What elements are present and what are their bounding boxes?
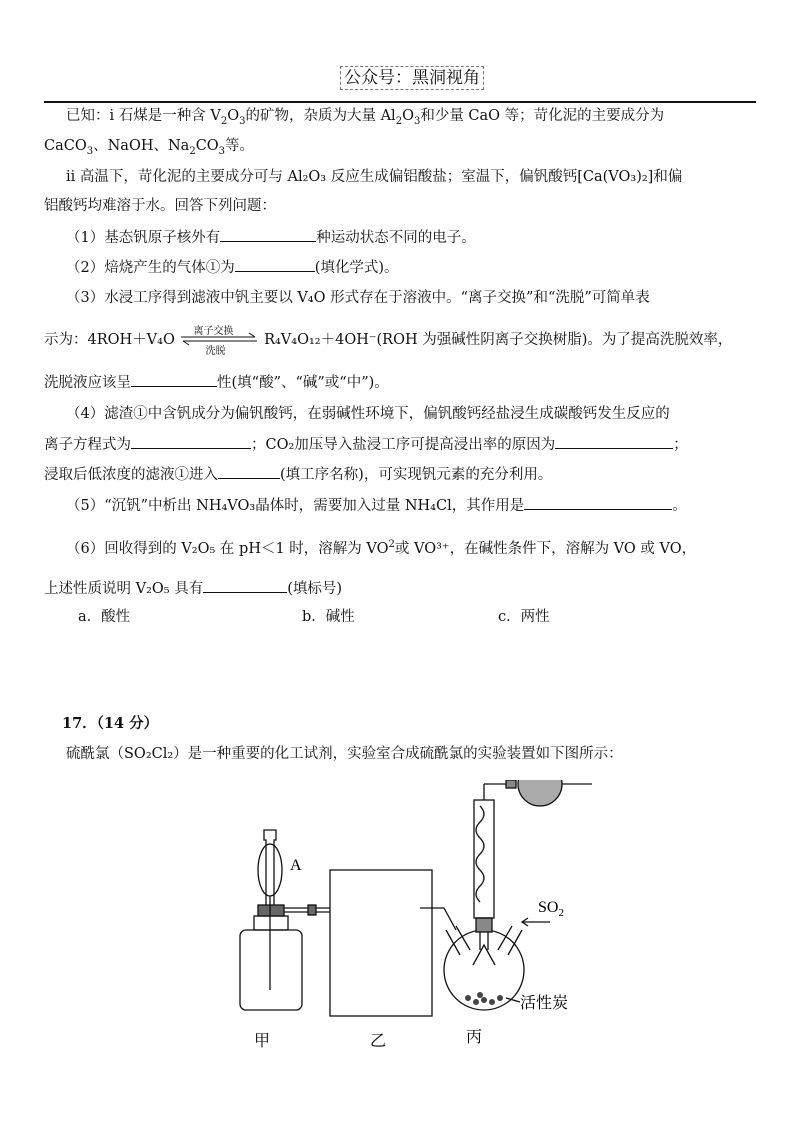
question-4-line-1: （4）滤渣①中含钒成分为偏钒酸钙，在弱碱性环境下，偏钒酸钙经盐浸生成碳酸钙发生反应的 (66, 406, 670, 422)
text: CO (195, 138, 219, 154)
question-3-line-1: （3）水浸工序得到滤液中钒主要以 V₄O 形式存在于溶液中。“离子交换”和“洗脱”可简单表 (66, 290, 650, 306)
text: O (402, 108, 414, 124)
flask-bing (444, 780, 592, 1010)
text: 的矿物，杂质为大量 Al (245, 108, 396, 124)
question-5 (66, 495, 687, 516)
option-c[interactable]: c．两性 (498, 609, 550, 625)
text: (填标号) (287, 581, 343, 597)
label-A: A (290, 857, 302, 874)
option-b[interactable]: b．碱性 (302, 609, 355, 625)
text: R₄V₄O₁₂＋4OH⁻(ROH 为强碱性阴离子交换树脂)。为了提高洗脱效率， (264, 332, 733, 348)
answer-blank[interactable] (235, 257, 315, 272)
answer-blank[interactable] (131, 434, 251, 449)
text: 浸取后低浓度的滤液①进入 (44, 467, 218, 483)
text: 和少量 CaO 等；苛化泥的主要成分为 (420, 108, 665, 124)
activated-carbon (465, 992, 503, 1005)
apparatus-diagram (220, 780, 600, 1050)
text: 洗脱液应该呈 (44, 375, 131, 391)
text: (填化学式)。 (314, 260, 399, 276)
question-17-intro: 硫酰氯（SO₂Cl₂）是一种重要的化工试剂，实验室合成硫酰氯的实验装置如下图所示： (66, 746, 623, 762)
question-17-title: 17．（14 分） (62, 715, 159, 732)
known-line-3: ii 高温下，苛化泥的主要成分可与 Al₂O₃ 反应生成偏铝酸盐；室温下，偏钒酸钙[Ca(VO₃)₂]和偏 (66, 169, 683, 185)
label-activated-carbon: 活性炭 (520, 995, 569, 1012)
header-rule (44, 101, 756, 103)
label-SO2: $SO_2$ (538, 899, 564, 919)
text: 。 (672, 498, 687, 514)
question-1 (66, 227, 476, 248)
text: 离子方程式为 (44, 437, 131, 453)
vessel-yi (330, 870, 432, 1016)
label-yi: 乙 (370, 1033, 387, 1050)
header-watermark: 公众号：黑洞视角 (340, 66, 484, 90)
question-6-line-1 (66, 535, 696, 559)
text: 已知：i 石煤是一种含 V (66, 108, 221, 124)
known-line-4: 铝酸钙均难溶于水。回答下列问题： (44, 198, 276, 214)
answer-blank[interactable] (203, 578, 287, 593)
question-4-line-3 (44, 464, 552, 485)
text: 示为：4ROH＋V₄O (44, 332, 175, 348)
known-line-1: 已知：i 石煤是一种含 $V_2O_3$的矿物，杂质为大量 $Al_2O_3$和少量 CaO 等；苛化泥的主要成分为 (66, 108, 665, 127)
reversible-arrow (179, 326, 259, 357)
answer-blank[interactable] (524, 495, 672, 510)
label-jia: 甲 (254, 1033, 271, 1050)
question-3-line-2 (44, 326, 733, 357)
text: （6）回收得到的 V₂O₅ 在 pH＜1 时，溶解为 VO (66, 540, 389, 557)
text: （5）“沉钒”中析出 NH₄VO₃晶体时，需要加入过量 NH₄Cl，其作用是 (66, 498, 525, 514)
question-3-line-3 (44, 372, 389, 393)
label-bing: 丙 (466, 1029, 483, 1046)
text: O (227, 108, 240, 124)
text: CaCO (44, 138, 87, 154)
known-line-2: CaCO$_3$、NaOH、$Na_2CO_3$等。 (44, 138, 255, 157)
question-2 (66, 257, 399, 278)
text: 上述性质说明 V₂O₅ 具有 (44, 581, 204, 597)
text: 、NaOH、Na (93, 138, 190, 154)
answer-blank[interactable] (555, 434, 673, 449)
text: （1）基态钒原子核外有 (66, 230, 221, 246)
text: ；CO₂加压导入盐浸工序可提高浸出率的原因为 (251, 437, 556, 453)
answer-blank[interactable] (131, 372, 217, 387)
text: （2）焙烧产生的气体①为 (66, 260, 235, 276)
text: ； (673, 437, 688, 453)
text: 等。 (225, 138, 255, 154)
arrow-label-top: 离子交换 (193, 326, 234, 337)
arrow-label-bottom: 洗脱 (205, 346, 226, 357)
option-a[interactable]: a．酸性 (78, 609, 131, 625)
question-6-line-2 (44, 578, 342, 599)
text: 性(填“酸”、“碱”或“中”)。 (217, 375, 389, 391)
text: 或 VO³⁺，在碱性条件下，溶解为 VO 或 VO， (394, 540, 697, 557)
question-4-line-2 (44, 434, 688, 455)
text: 种运动状态不同的电子。 (316, 230, 476, 246)
answer-blank[interactable] (220, 227, 316, 242)
flask-jia (240, 830, 330, 1010)
answer-blank[interactable] (218, 464, 280, 479)
superscript: 2 (388, 539, 395, 550)
text: (填工序名称)，可实现钒元素的充分利用。 (280, 467, 553, 483)
